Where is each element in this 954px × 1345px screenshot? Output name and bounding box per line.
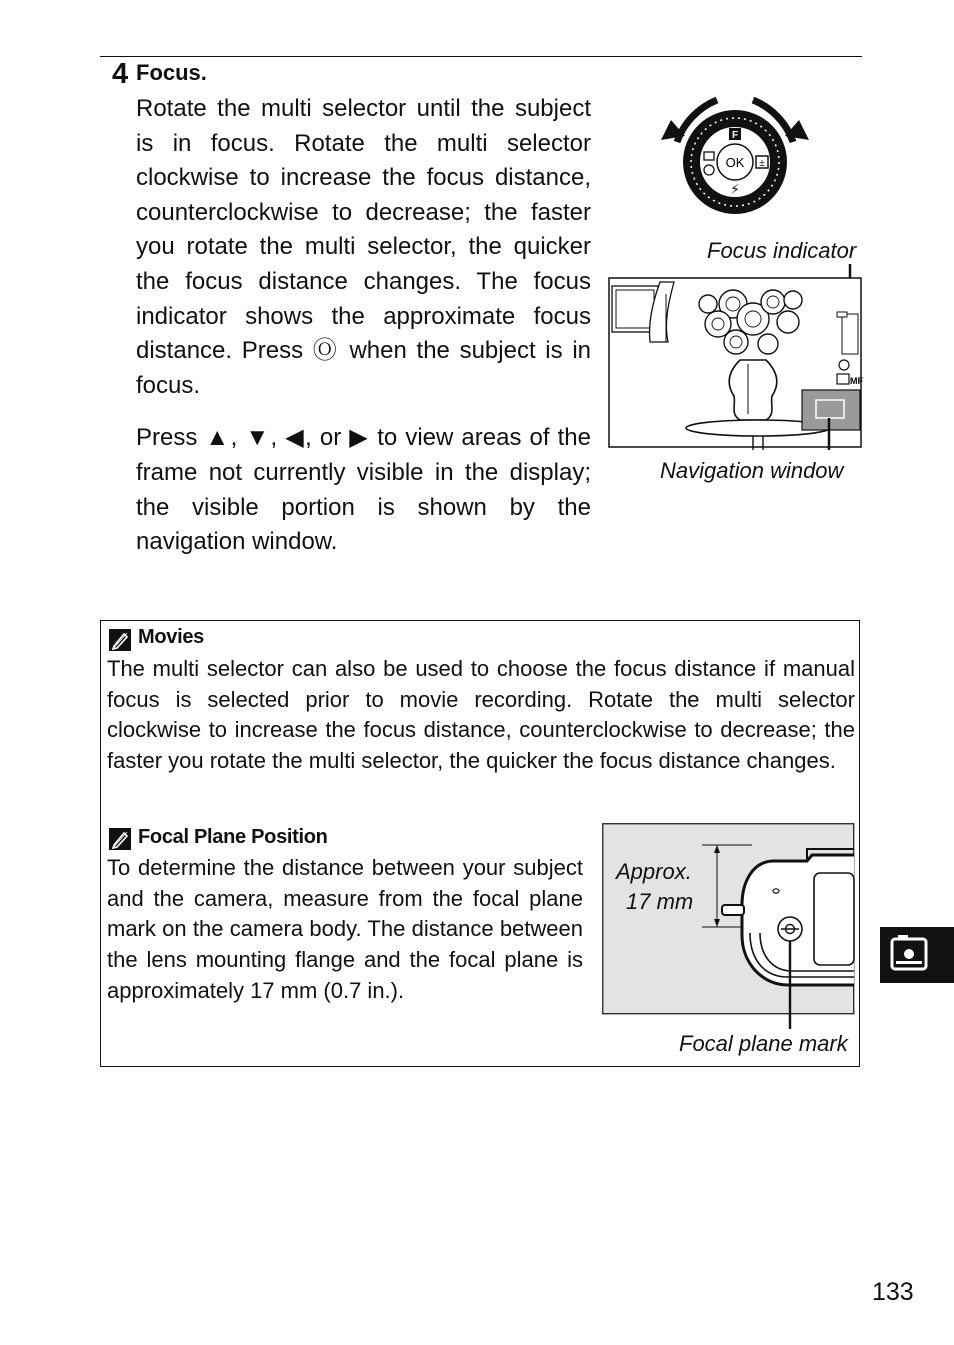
step-title: Focus. <box>136 60 207 85</box>
focal-plane-note-text: To determine the distance between your subject and the camera, measure from the focal plane mark on the camera body. The distance between the lens mounting flange and the focal plane is approximately 17 mm (0.7 in.). <box>107 855 583 1003</box>
step-paragraph-2: Press ▲, ▼, ◀, or ▶ to view areas of the frame not currently visible in the display; the visible portion is shown by the navigation window. <box>136 424 591 556</box>
pencil-note-icon <box>109 828 131 850</box>
multi-selector-dial-illustration <box>655 92 815 222</box>
camera-tab-icon <box>880 927 954 983</box>
approx-label-line1: Approx. <box>616 859 692 884</box>
dial-right-label: ± <box>759 158 765 169</box>
navigation-window <box>802 390 860 430</box>
pencil-note-icon <box>109 629 131 651</box>
dial-top-label: F <box>731 130 739 141</box>
chapter-tab[interactable] <box>880 927 954 983</box>
focal-plane-note-title: Focal Plane Position <box>138 826 328 848</box>
dial-bottom-label: ⚡ <box>730 182 740 198</box>
movies-note-text: The multi selector can also be used to choose the focus distance if manual focus is selected prior to movie recording. Rotate the multi selector clockwise to increase the focus distance, counterclockwise to decrease; the faster you rotate the multi selector, the quicker the focus distance changes. <box>107 656 855 774</box>
mf-label: MF <box>850 376 863 386</box>
focus-indicator-caption: Focus indicator <box>707 238 857 263</box>
camera-body-illustration <box>602 823 856 1031</box>
top-rule <box>100 56 862 57</box>
monitor-view-illustration <box>608 264 864 450</box>
navigation-window-caption: Navigation window <box>660 458 844 483</box>
step-paragraph-1: Rotate the multi selector until the subject is in focus. Rotate the multi selector clockwise to increase the focus distance, counterclockwise to decrease; the faster you rotate the multi selector, the quicker the focus distance changes. The focus indicator shows the approximate focus distance. Press Ⓞ when the subject is in focus. <box>136 95 591 399</box>
page-number: 133 <box>872 1278 914 1306</box>
approx-label-line2: 17 mm <box>626 889 694 914</box>
movies-note-title: Movies <box>138 626 205 648</box>
focal-plane-mark-caption: Focal plane mark <box>679 1031 848 1056</box>
notes-box <box>100 620 860 1067</box>
dial-ok-label: OK <box>725 155 745 170</box>
step-body <box>136 92 591 578</box>
step-number: 4 <box>112 58 129 90</box>
